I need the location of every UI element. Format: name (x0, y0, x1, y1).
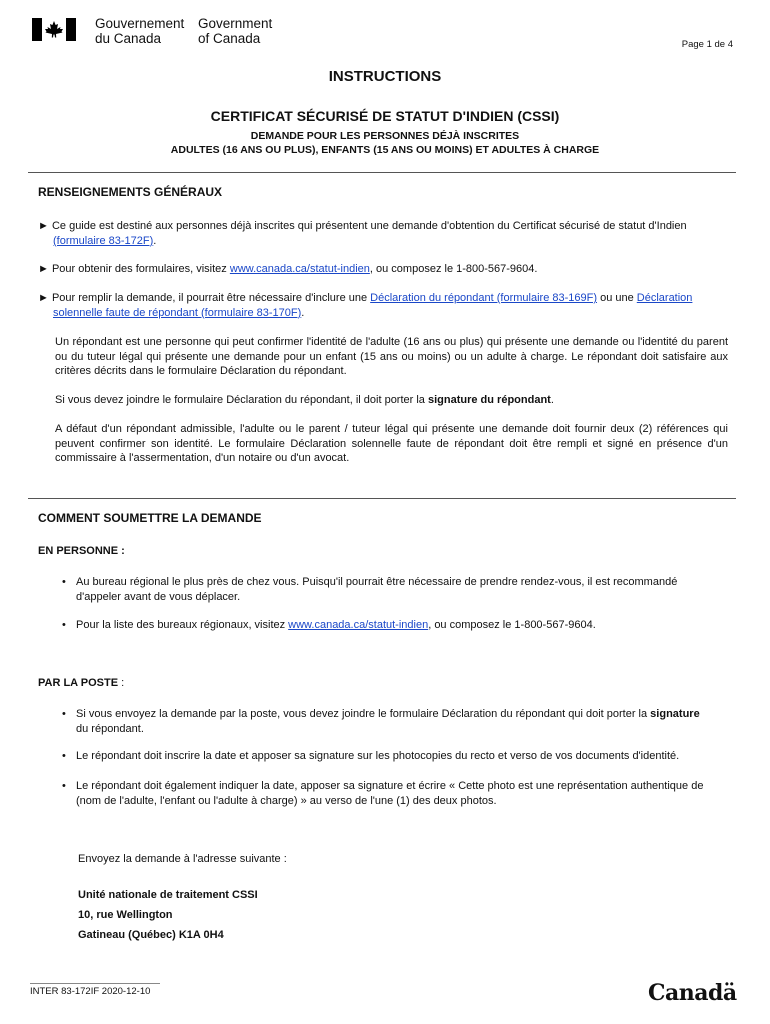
doc-subtitle-2: ADULTES (16 ANS OU PLUS), ENFANTS (15 ANS OU MOINS) ET ADULTES À CHARGE (170, 144, 600, 156)
mail-bullet-1 (62, 707, 732, 737)
address-line-1: Unité nationale de traitement CSSI (78, 889, 258, 901)
general-bullet-1-text: Ce guide est destiné aux personnes déjà inscrites qui présentent une demande d'obtention du Certificat sécurisé de statut d'Indien (51, 220, 687, 232)
mail-bullet-1-bold: signature (650, 708, 700, 720)
mail-bullet-1-text: Si vous envoyez la demande par la poste, vous devez joindre le formulaire Déclaration du répondant qui doit porter la (76, 708, 651, 720)
mail-bullet-1-text-end: du répondant. (76, 722, 144, 735)
form-83-170f-link-part1[interactable]: Déclaration (636, 292, 693, 304)
signature-paragraph-text: Si vous devez joindre le formulaire Déclaration du répondant, il doit porter la (55, 394, 428, 406)
general-bullet-2 (38, 262, 728, 277)
address-line-3: Gatineau (Québec) K1A 0H4 (78, 929, 224, 941)
section-heading-submit: COMMENT SOUMETTRE LA DEMANDE (38, 511, 262, 525)
section-heading-general: RENSEIGNEMENTS GÉNÉRAUX (38, 185, 223, 199)
mail-bullet-3 (62, 779, 732, 809)
arrow-bullet-icon: ► (38, 220, 49, 232)
doc-heading-instructions: INSTRUCTIONS (328, 68, 442, 85)
gov-en-line2: of Canada (198, 31, 261, 46)
in-person-bullet-2-text-end: , ou composez le 1-800-567-9604. (428, 619, 596, 631)
gov-en-line1: Government (198, 16, 273, 31)
general-bullet-3-text: Pour remplir la demande, il pourrait être nécessaire d'inclure une (51, 292, 371, 304)
mail-bullet-2 (62, 749, 732, 765)
send-address-intro: Envoyez la demande à l'adresse suivante : (78, 853, 287, 865)
no-respondent-paragraph: A défaut d'un répondant admissible, l'adulte ou le parent / tuteur légal qui présente une demande doit fournir deux (2) références qui peuvent confirmer son identité. Le formulaire Déclaration solennelle faute de répondant doit être rempli et signé en présence d'un commissaire à l'assermentation, d'un notaire ou d'un avocat. (55, 423, 728, 464)
page-number: Page 1 de 4 (681, 39, 733, 50)
bullet-icon: • (62, 750, 66, 762)
form-83-170f-link-part2[interactable]: solennelle faute de répondant (formulaire 83-170F) (53, 306, 302, 319)
section-divider (28, 172, 736, 173)
mail-bullet-2-text: Le répondant doit inscrire la date et apposer sa signature sur les photocopies du recto et verso de vos documents d'identité. (76, 750, 680, 762)
canada-flag-icon (32, 18, 76, 41)
signature-paragraph (55, 393, 728, 408)
bullet-icon: • (62, 708, 66, 720)
mailing-address (78, 885, 258, 945)
by-mail-label: PAR LA POSTE (38, 677, 119, 689)
general-bullet-1 (38, 219, 728, 248)
subheading-in-person: EN PERSONNE : (38, 545, 125, 557)
punct: . (301, 306, 305, 319)
general-bullet-2-text: Pour obtenir des formulaires, visitez (51, 263, 230, 275)
mail-bullet-3-text: Le répondant doit également indiquer la date, apposer sa signature et écrire « Cette photo est une représentation authentique de (nom de l'adulte, l'enfant ou l'adulte à charge) » au verso de l'une (1) des deux photos. (76, 780, 704, 807)
general-bullet-3 (38, 291, 728, 320)
arrow-bullet-icon: ► (38, 292, 49, 304)
government-name-en (198, 16, 272, 46)
in-person-bullet-2-text: Pour la liste des bureaux régionaux, visitez (76, 619, 289, 631)
subheading-by-mail (38, 677, 124, 689)
gov-fr-line1: Gouvernement (95, 16, 185, 31)
general-bullet-3-mid: ou une (597, 292, 637, 304)
in-person-bullet-1 (62, 575, 732, 605)
doc-subtitle-1: DEMANDE POUR LES PERSONNES DÉJÀ INSCRITES (250, 130, 520, 142)
punct: . (153, 234, 157, 247)
bullet-icon: • (62, 780, 66, 792)
gov-fr-line2: du Canada (95, 31, 162, 46)
canada-wordmark-logo: Canadä (648, 980, 737, 1006)
form-code: INTER 83-172IF 2020-12-10 (30, 986, 151, 997)
form-83-172f-link[interactable]: (formulaire 83-172F) (53, 234, 154, 247)
signature-bold: signature du répondant (427, 394, 551, 406)
form-83-169f-link[interactable]: Déclaration du répondant (formulaire 83-169F) (370, 292, 598, 304)
bullet-icon: • (62, 619, 66, 631)
regional-offices-link[interactable]: www.canada.ca/statut-indien (288, 619, 429, 631)
respondent-paragraph: Un répondant est une personne qui peut confirmer l'identité de l'adulte (16 ans ou plus) qui présente une demande ou l'identité du parent ou du tuteur légal qui présente une demande pour un enfant (15 ans ou moins) ou un adulte à charge. Le répondant doit satisfaire aux critères décrits dans le formulaire Déclaration du répondant. (55, 336, 728, 377)
by-mail-colon: : (118, 677, 125, 689)
section-divider (28, 498, 736, 499)
general-bullet-2-text-end: , ou composez le 1-800-567-9604. (369, 263, 538, 275)
government-name-fr (95, 16, 184, 46)
arrow-bullet-icon: ► (38, 263, 49, 275)
doc-title: CERTIFICAT SÉCURISÉ DE STATUT D'INDIEN (CSSI) (210, 108, 560, 124)
in-person-bullet-1-text: Au bureau régional le plus près de chez vous. Puisqu'il pourrait être nécessaire de prendre rendez-vous, il est recommandé d'appeler avant de vous déplacer. (76, 576, 678, 603)
canada-statut-indien-link[interactable]: www.canada.ca/statut-indien (229, 263, 370, 275)
bullet-icon: • (62, 576, 66, 588)
address-line-2: 10, rue Wellington (78, 909, 173, 921)
punct: . (550, 394, 554, 406)
in-person-bullet-2 (62, 618, 732, 634)
footer-divider (30, 983, 160, 984)
